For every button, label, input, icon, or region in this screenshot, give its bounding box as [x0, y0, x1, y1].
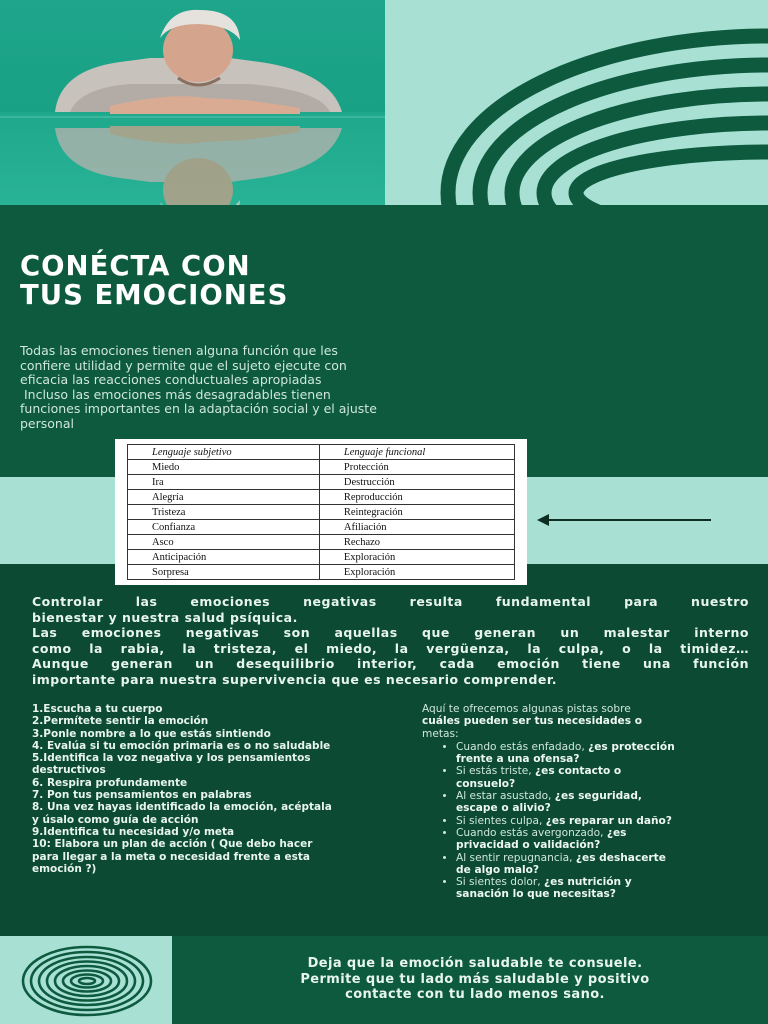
tip-text: Al sentir repugnancia, [456, 851, 576, 864]
table-cell: Miedo [128, 460, 320, 475]
table-row [128, 475, 515, 490]
step-line: 4. Evalúa si tu emoción primaria es o no saludable [32, 739, 331, 752]
tips-intro [422, 703, 752, 740]
step-line: 3.Ponle nombre a lo que estás sintiendo [32, 727, 271, 740]
paragraph-line: Aunque generan un desequilibrio interior, cada emoción tiene una función [32, 656, 749, 671]
table-cell: Asco [128, 535, 320, 550]
tip-question-cont: escape o alivio? [456, 802, 551, 815]
list-item [456, 790, 752, 815]
paragraph-line: importante para nuestra supervivencia que es necesario comprender. [32, 671, 558, 687]
tip-question: ¿es protección [588, 740, 675, 753]
tips-list [422, 741, 752, 901]
intro-line: eficacia las reacciones conductuales apropiadas [20, 372, 322, 388]
tip-question: ¿es seguridad, [554, 790, 642, 803]
intro-line: personal [20, 415, 74, 431]
intro-line: confiere utilidad y permite que el sujeto ejecute con [20, 357, 347, 373]
tips-intro-line: Aquí te ofrecemos algunas pistas sobre [422, 703, 631, 715]
step-line: 2.Permítete sentir la emoción [32, 715, 209, 728]
step-line: para llegar a la meta o necesidad frente a esta [32, 850, 310, 863]
table-cell: Destrucción [319, 475, 514, 490]
table-cell: Sorpresa [128, 565, 320, 580]
tip-text: Cuando estás avergonzado, [456, 826, 607, 839]
tip-text: Al estar asustado, [456, 790, 555, 803]
tip-question-cont: consuelo? [456, 777, 516, 790]
intro-paragraph [20, 344, 540, 432]
table-cell: Confianza [128, 520, 320, 535]
list-item [456, 876, 752, 901]
list-item [456, 827, 752, 852]
paragraph-line: Las emociones negativas son aquellas que generan un malestar interno [32, 625, 749, 640]
table-row [128, 505, 515, 520]
table-row [128, 535, 515, 550]
tip-question: ¿es contacto o [534, 765, 622, 778]
table-cell: Exploración [319, 550, 514, 565]
tip-text: Si sientes culpa, [456, 814, 546, 827]
tip-question-cont: sanación lo que necesitas? [456, 888, 616, 901]
tip-text: Si estás triste, [456, 765, 535, 778]
table-row [128, 565, 515, 580]
step-line: 7. Pon tus pensamientos en palabras [32, 789, 252, 802]
table-row [128, 550, 515, 565]
step-line: 1.Escucha a tu cuerpo [32, 703, 163, 715]
step-line: 9.Identifica tu necesidad y/o meta [32, 825, 235, 838]
tip-question: ¿es nutrición y [544, 876, 632, 889]
steps-list [32, 703, 412, 875]
intro-line: Incluso las emociones más desagradables tienen [20, 386, 331, 402]
table-cell: Tristeza [128, 505, 320, 520]
tip-question-cont: de algo malo? [456, 863, 540, 876]
list-item [456, 852, 752, 877]
tip-question-cont: frente a una ofensa? [456, 753, 580, 766]
photo-pensive-man [0, 0, 385, 205]
table-cell: Rechazo [319, 535, 514, 550]
intro-line: Todas las emociones tienen alguna función que les [20, 343, 338, 358]
left-arrow-icon [535, 510, 715, 530]
step-line: 8. Una vez hayas identificado la emoción, acéptala [32, 801, 332, 814]
column-header: Lenguaje subjetivo [128, 445, 320, 460]
concentric-circles-icon [20, 944, 155, 1019]
paragraph-line: bienestar y nuestra salud psíquica. [32, 609, 298, 625]
intro-line: funciones importantes en la adaptación social y el ajuste [20, 401, 377, 417]
table-cell: Reintegración [319, 505, 514, 520]
tips-intro-line: cuáles pueden ser tus necesidades o [422, 715, 642, 728]
table-cell: Protección [319, 460, 514, 475]
needs-tips [422, 703, 752, 901]
photo-illustration [0, 0, 385, 205]
list-item [456, 815, 752, 827]
footer-line: Deja que la emoción saludable te consuele. [307, 956, 643, 971]
footer-line: contacte con tu lado menos sano. [345, 987, 605, 1002]
step-line: destructivos [32, 764, 106, 777]
table-cell: Alegría [128, 490, 320, 505]
table-row [128, 460, 515, 475]
title-line-2: TUS EMOCIONES [20, 278, 289, 311]
step-line: y úsalo como guía de acción [32, 813, 199, 826]
tip-question: ¿es [606, 826, 627, 839]
list-item [456, 765, 752, 790]
tip-text: Si sientes dolor, [456, 876, 545, 889]
table-header-row [128, 445, 515, 460]
table-row [128, 490, 515, 505]
footer-message [230, 956, 720, 1003]
title-line-1: CONÉCTA CON [20, 250, 251, 282]
paragraph-line: Controlar las emociones negativas resulta fundamental para nuestro [32, 594, 749, 609]
tips-intro-line: metas: [422, 727, 459, 740]
negative-emotions-paragraph [32, 594, 749, 687]
paragraph-line: como la rabia, la tristeza, el miedo, la vergüenza, la culpa, o la timidez… [32, 640, 749, 656]
table-cell: Reproducción [319, 490, 514, 505]
step-line: emoción ?) [32, 862, 97, 875]
table-cell: Afiliación [319, 520, 514, 535]
list-item [456, 741, 752, 766]
emotion-table-card [115, 439, 527, 585]
page-title [20, 252, 500, 309]
table-cell: Anticipación [128, 550, 320, 565]
table-row [128, 520, 515, 535]
tip-question-cont: privacidad o validación? [456, 839, 601, 852]
step-line: 5.Identifica la voz negativa y los pensamientos [32, 752, 311, 765]
emotion-language-table [127, 444, 515, 580]
step-line: 6. Respira profundamente [32, 776, 188, 789]
tip-question: ¿es deshacerte [575, 851, 666, 864]
step-line: 10: Elabora un plan de acción ( Que debo hacer [32, 838, 313, 851]
tip-text: Cuando estás enfadado, [456, 740, 589, 753]
column-header: Lenguaje funcional [319, 445, 514, 460]
tip-question: ¿es reparar un daño? [545, 814, 672, 827]
footer-line: Permite que tu lado más saludable y positivo [300, 971, 650, 987]
table-cell: Ira [128, 475, 320, 490]
table-cell: Exploración [319, 565, 514, 580]
